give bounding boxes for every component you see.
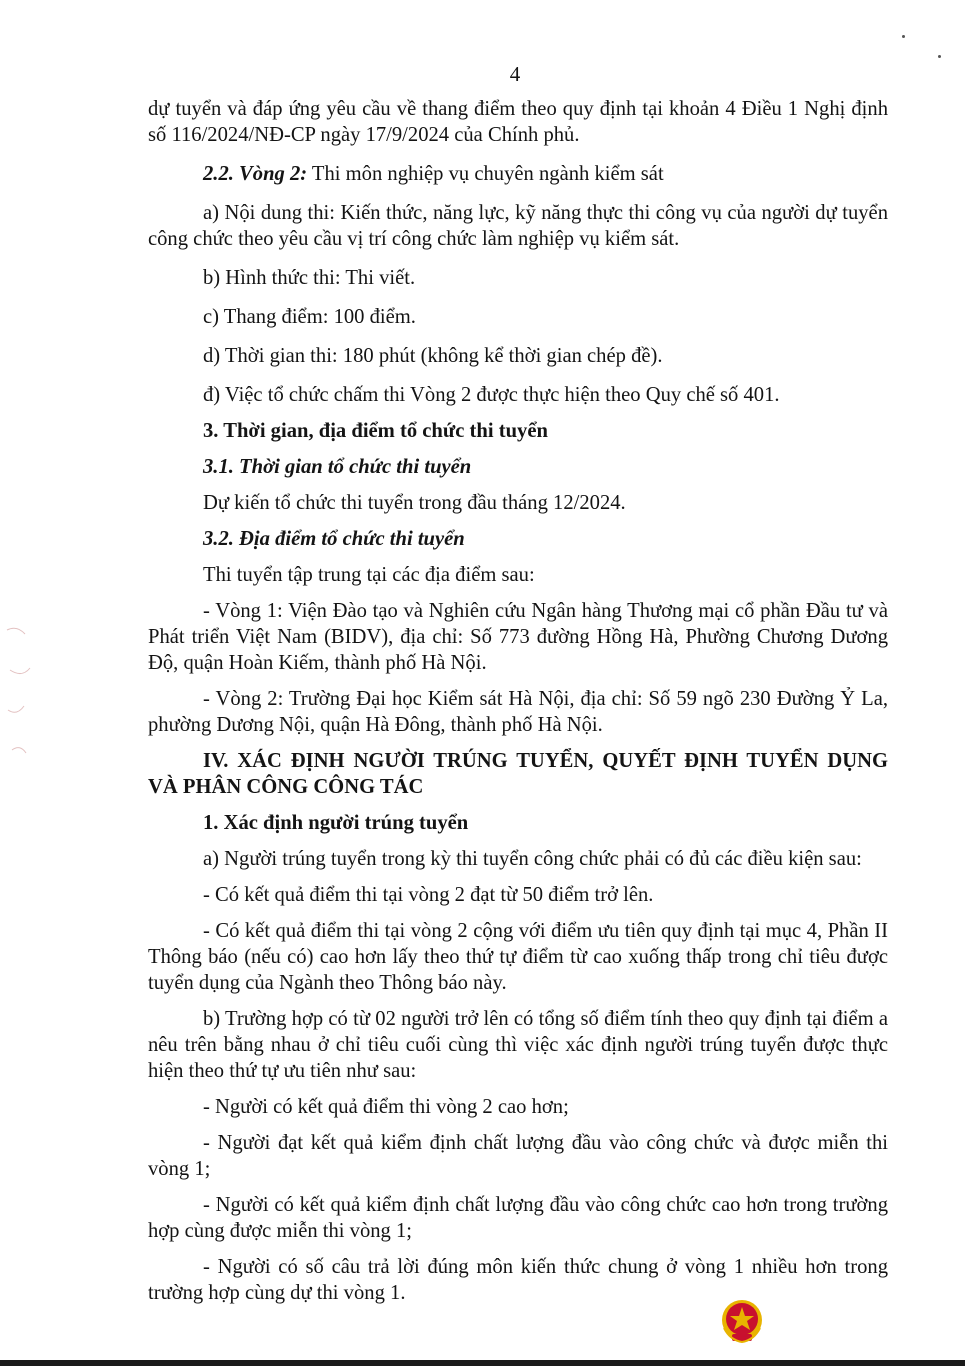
heading-section-3-1: 3.1. Thời gian tổ chức thi tuyển xyxy=(203,456,472,478)
paragraph-priority-4: - Người có số câu trả lời đúng môn kiến thức chung ở vòng 1 nhiều hơn trong trường hợp cùng dự thi vòng 1. xyxy=(148,1256,888,1304)
page-number: 4 xyxy=(509,62,521,86)
paragraph-priority-2: - Người đạt kết quả kiểm định chất lượng đầu vào công chức và được miễn thi vòng 1; xyxy=(148,1132,888,1180)
paragraph-exam-form: b) Hình thức thi: Thi viết. xyxy=(203,267,416,289)
paragraph-priority-1: - Người có kết quả điểm thi vòng 2 cao hơn; xyxy=(203,1096,569,1118)
paragraph-priority-3: - Người có kết quả kiểm định chất lượng đầu vào công chức cao hơn trong trường hợp cùng được miễn thi vòng 1; xyxy=(148,1194,888,1242)
paragraph-expected-time: Dự kiến tổ chức thi tuyển trong đầu tháng 12/2024. xyxy=(203,492,626,514)
document-body xyxy=(148,96,888,1306)
section-2-2 xyxy=(148,161,888,187)
paragraph-locations-intro: Thi tuyển tập trung tại các địa điểm sau: xyxy=(203,564,535,586)
national-emblem-icon xyxy=(720,1298,764,1344)
heading-section-3: 3. Thời gian, địa điểm tổ chức thi tuyển xyxy=(203,420,548,442)
paragraph-conditions: a) Người trúng tuyển trong kỳ thi tuyển công chức phải có đủ các điều kiện sau: xyxy=(203,848,862,870)
section-2-2-label: 2.2. Vòng 2: xyxy=(203,163,308,185)
margin-stamp-trace xyxy=(2,610,42,770)
paragraph-condition-2: - Có kết quả điểm thi tại vòng 2 cộng với điểm ưu tiên quy định tại mục 4, Phần II Thông báo (nếu có) cao hơn lấy theo thứ tự điểm từ cao xuống thấp trong chỉ tiêu được tuyển dụng của Ngành theo Thông báo này. xyxy=(148,920,888,994)
heading-section-3-2: 3.2. Địa điểm tổ chức thi tuyển xyxy=(203,528,465,550)
paragraph-score-scale: c) Thang điểm: 100 điểm. xyxy=(203,306,416,328)
paragraph-continuation: dự tuyển và đáp ứng yêu cầu về thang điểm theo quy định tại khoản 4 Điều 1 Nghị định số 116/2024/NĐ-CP ngày 17/9/2024 của Chính phủ. xyxy=(148,98,888,146)
paragraph-condition-1: - Có kết quả điểm thi tại vòng 2 đạt từ 50 điểm trở lên. xyxy=(203,884,654,906)
paragraph-tie-break: b) Trường hợp có từ 02 người trở lên có tổng số điểm tính theo quy định tại điểm a nêu trên bằng nhau ở chỉ tiêu cuối cùng thì việc xác định người trúng tuyển được thực hiện theo thứ tự ưu tiên như sau: xyxy=(148,1008,888,1082)
scan-speck xyxy=(902,35,905,38)
paragraph-grading: đ) Việc tổ chức chấm thi Vòng 2 được thực hiện theo Quy chế số 401. xyxy=(203,384,780,406)
paragraph-location-round-2: - Vòng 2: Trường Đại học Kiểm sát Hà Nội, địa chỉ: Số 59 ngõ 230 Đường Ỷ La, phường Dương Nội, quận Hà Đông, thành phố Hà Nội. xyxy=(148,688,888,736)
paragraph-content-exam: a) Nội dung thi: Kiến thức, năng lực, kỹ năng thực thi công vụ của người dự tuyển công chức theo yêu cầu vị trí công chức làm nghiệp vụ kiểm sát. xyxy=(148,202,888,250)
scan-speck xyxy=(938,55,941,58)
paragraph-exam-time: d) Thời gian thi: 180 phút (không kể thời gian chép đề). xyxy=(203,345,663,367)
section-2-2-text: Thi môn nghiệp vụ chuyên ngành kiểm sát xyxy=(307,163,664,185)
paragraph-location-round-1: - Vòng 1: Viện Đào tạo và Nghiên cứu Ngân hàng Thương mại cổ phần Đầu tư và Phát triển Việt Nam (BIDV), địa chỉ: Số 773 đường Hồng Hà, Phường Chương Dương Độ, quận Hoàn Kiếm, thành phố Hà Nội. xyxy=(148,600,888,674)
heading-part-4: IV. XÁC ĐỊNH NGƯỜI TRÚNG TUYỂN, QUYẾT ĐỊNH TUYỂN DỤNG VÀ PHÂN CÔNG CÔNG TÁC xyxy=(148,750,888,798)
heading-section-4-1: 1. Xác định người trúng tuyển xyxy=(203,812,469,834)
page-bottom-border xyxy=(0,1360,965,1366)
